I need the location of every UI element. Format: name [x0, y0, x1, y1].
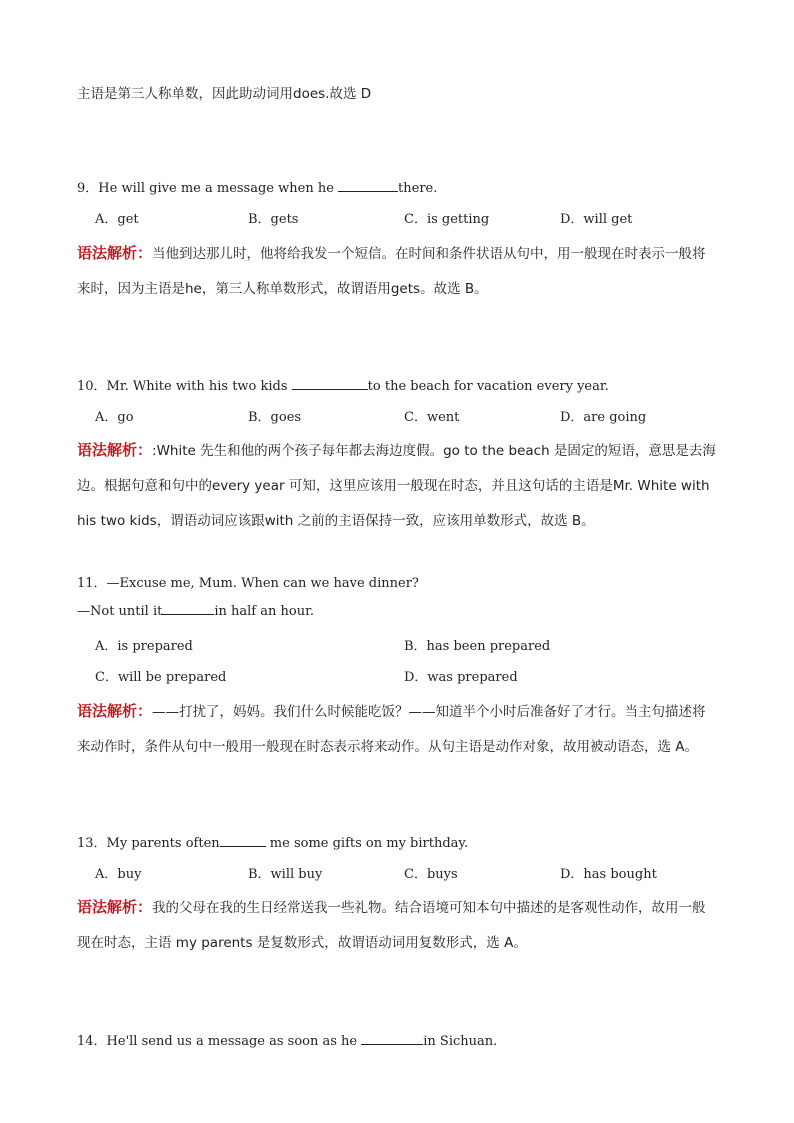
question-9 [77, 177, 437, 196]
question-stem-start: My parents often [106, 836, 220, 851]
option-c: C．went [404, 410, 460, 425]
question-stem-end: me some gifts on my birthday. [265, 836, 469, 851]
analysis-label: 语法解析： [77, 898, 153, 916]
analysis-11 [77, 694, 717, 765]
question-stem-end: there. [398, 181, 438, 196]
analysis-9 [77, 236, 717, 307]
option-b: B．has been prepared [404, 639, 551, 654]
option-c: C．buys [404, 867, 458, 882]
option-c: C．will be prepared [95, 670, 227, 685]
option-a: A．is prepared [95, 639, 193, 654]
dialogue-line-1: —Excuse me, Mum. When can we have dinner? [106, 576, 419, 591]
option-a: A．go [95, 410, 134, 425]
question-13 [77, 832, 468, 851]
question-number: 10． [77, 379, 107, 394]
question-stem-end: to the beach for vacation every year. [367, 379, 609, 394]
option-d: D．has bought [560, 867, 657, 882]
question-14 [77, 1030, 497, 1049]
question-10 [77, 375, 609, 394]
question-11-line-2 [77, 603, 314, 619]
option-c: C．is getting [404, 212, 490, 227]
question-stem-end: in Sichuan. [423, 1034, 498, 1049]
option-d: D．was prepared [404, 670, 518, 685]
option-b: B．goes [248, 410, 302, 425]
question-number: 14． [77, 1034, 107, 1049]
question-11 [77, 572, 419, 591]
analysis-label: 语法解析： [77, 244, 153, 262]
analysis-text: 我的父母在我的生日经常送我一些礼物。结合语境可知本句中描述的是客观性动作，故用一般现在时态，主语 my parents 是复数形式，故谓语动词用复数形式，选 A。 [77, 900, 706, 951]
answer-blank [338, 180, 398, 192]
option-d: D．are going [560, 410, 647, 425]
dialogue-line-2-end: in half an hour. [214, 604, 314, 619]
question-stem-start: Mr. White with his two kids [106, 379, 292, 394]
option-d: D．will get [560, 212, 633, 227]
intro-text: 主语是第三人称单数，因此助动词用does.故选 D [77, 86, 372, 102]
analysis-text: :White 先生和他的两个孩子每年都去海边度假。go to the beach 是固定的短语，意思是去海边。根据句意和句中的every year 可知，这里应该用一般现在时态，并且这句话的主语是Mr. White with his two kids，谓语动词应该跟with 之前的主语保持一致，应该用单数形式，故选 B。 [77, 443, 716, 529]
answer-blank [220, 835, 266, 847]
analysis-text: 当他到达那儿时，他将给我发一个短信。在时间和条件状语从句中，用一般现在时表示一般将来时，因为主语是he，第三人称单数形式，故谓语用gets。故选 B。 [77, 246, 706, 297]
question-number: 11． [77, 576, 107, 591]
answer-blank [361, 1033, 423, 1045]
analysis-label: 语法解析： [77, 702, 153, 720]
option-a: A．get [95, 212, 139, 227]
option-a: A．buy [95, 867, 142, 882]
analysis-text: ——打扰了，妈妈。我们什么时候能吃饭？——知道半个小时后准备好了才行。当主句描述将来动作时，条件从句中一般用一般现在时态表示将来动作。从句主语是动作对象，故用被动语态，选 A。 [77, 704, 706, 755]
analysis-label: 语法解析： [77, 441, 153, 459]
dialogue-line-2-start: —Not until it [77, 604, 163, 619]
analysis-13 [77, 890, 717, 961]
option-b: B．gets [248, 212, 299, 227]
question-number: 13． [77, 836, 107, 851]
question-stem-start: He'll send us a message as soon as he [106, 1034, 362, 1049]
analysis-10 [77, 433, 717, 539]
answer-blank [162, 603, 214, 615]
question-number: 9． [77, 181, 99, 196]
option-b: B．will buy [248, 867, 323, 882]
answer-blank [292, 378, 368, 390]
question-stem-start: He will give me a message when he [98, 181, 339, 196]
